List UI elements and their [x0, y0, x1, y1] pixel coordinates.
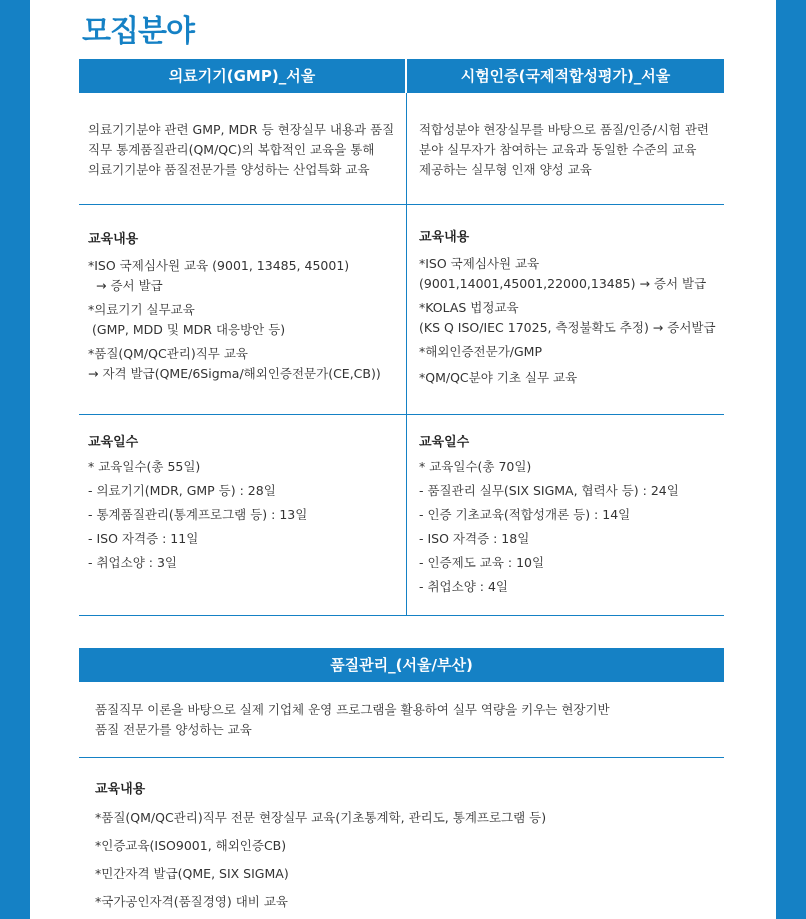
right-intro	[419, 120, 709, 180]
list-item	[419, 298, 716, 338]
days-title: 교육일수	[88, 435, 139, 450]
left-content	[88, 230, 381, 388]
content-item: *국가공인자격(품질경영) 대비 교육	[95, 894, 289, 909]
row-divider	[79, 204, 724, 205]
item-line: (9001,14001,45001,22000,13485) → 증서 발급	[419, 276, 707, 291]
row-divider	[79, 757, 724, 758]
left-side-band	[0, 0, 30, 919]
item-line: *품질(QM/QC관리)직무 교육	[88, 346, 248, 361]
days-item: - ISO 자격증 : 11일	[88, 531, 199, 546]
intro-line: 의료기기분야 품질전문가를 양성하는 산업특화 교육	[88, 162, 370, 177]
intro-line: 제공하는 실무형 인재 양성 교육	[419, 162, 592, 177]
list-item	[88, 300, 381, 340]
column-divider	[406, 93, 407, 615]
item-line: *QM/QC분야 기초 실무 교육	[419, 370, 578, 385]
days-item: - 취업소양 : 3일	[88, 555, 177, 570]
days-item: - 인증제도 교육 : 10일	[419, 555, 545, 570]
section-header-quality-management: 품질관리_(서울/부산)	[79, 648, 724, 682]
item-line: *해외인증전문가/GMP	[419, 344, 542, 359]
right-content	[419, 228, 716, 392]
intro-line: 분야 실무자가 참여하는 교육과 동일한 수준의 교육	[419, 142, 697, 157]
days-item: - 통계품질관리(통계프로그램 등) : 13일	[88, 507, 308, 522]
item-line: → 증서 발급	[96, 278, 163, 293]
item-line: *KOLAS 법정교육	[419, 300, 519, 315]
intro-line: 직무 통계품질관리(QM/QC)의 복합적인 교육을 통해	[88, 142, 375, 157]
days-item: - 인증 기초교육(적합성개론 등) : 14일	[419, 507, 631, 522]
item-line: *ISO 국제심사원 교육	[419, 256, 540, 271]
intro-line: 의료기기분야 관련 GMP, MDR 등 현장실무 내용과 품질	[88, 122, 395, 137]
content-title: 교육내용	[95, 782, 146, 797]
days-title: 교육일수	[419, 435, 470, 450]
content-title: 교육내용	[419, 230, 470, 245]
row-divider	[79, 414, 724, 415]
list-item	[419, 368, 716, 388]
left-intro	[88, 120, 394, 180]
right-side-band	[776, 0, 806, 919]
item-line: (KS Q ISO/IEC 17025, 측정불확도 추정) → 증서발급	[419, 320, 716, 335]
list-item	[88, 256, 381, 296]
page-title: 모집분야	[82, 14, 194, 49]
content-title: 교육내용	[88, 232, 139, 247]
bottom-intro	[95, 700, 610, 740]
section-header-medical-gmp: 의료기기(GMP)_서울	[79, 59, 405, 93]
item-line: *ISO 국제심사원 교육 (9001, 13485, 45001)	[88, 258, 350, 273]
days-item: - 취업소양 : 4일	[419, 579, 508, 594]
left-days	[88, 431, 307, 575]
intro-line: 품질직무 이론을 바탕으로 실제 기업체 운영 프로그램을 활용하여 실무 역량을 키우는 현장기반	[95, 702, 610, 717]
item-line: (GMP, MDD 및 MDR 대응방안 등)	[92, 322, 286, 337]
item-line: → 자격 발급(QME/6Sigma/해외인증전문가(CE,CB))	[88, 366, 381, 381]
intro-line: 품질 전문가를 양성하는 교육	[95, 722, 252, 737]
right-days	[419, 431, 679, 599]
days-item: - ISO 자격증 : 18일	[419, 531, 530, 546]
intro-line: 적합성분야 현장실무를 바탕으로 품질/인증/시험 관련	[419, 122, 709, 137]
content-item: *인증교육(ISO9001, 해외인증CB)	[95, 838, 287, 853]
content-item: *민간자격 발급(QME, SIX SIGMA)	[95, 866, 289, 881]
days-item: - 의료기기(MDR, GMP 등) : 28일	[88, 483, 276, 498]
bottom-content	[95, 776, 546, 916]
content-item: *품질(QM/QC관리)직무 전문 현장실무 교육(기초통계학, 관리도, 통계프로그램 등)	[95, 810, 547, 825]
days-total: * 교육일수(총 55일)	[88, 459, 201, 474]
days-item: - 품질관리 실무(SIX SIGMA, 협력사 등) : 24일	[419, 483, 679, 498]
list-item	[419, 254, 716, 294]
list-item	[88, 344, 381, 384]
list-item	[419, 342, 716, 362]
days-total: * 교육일수(총 70일)	[419, 459, 532, 474]
section-header-certification: 시험인증(국제적합성평가)_서울	[407, 59, 724, 93]
item-line: *의료기기 실무교육	[88, 302, 195, 317]
row-divider	[79, 615, 724, 616]
